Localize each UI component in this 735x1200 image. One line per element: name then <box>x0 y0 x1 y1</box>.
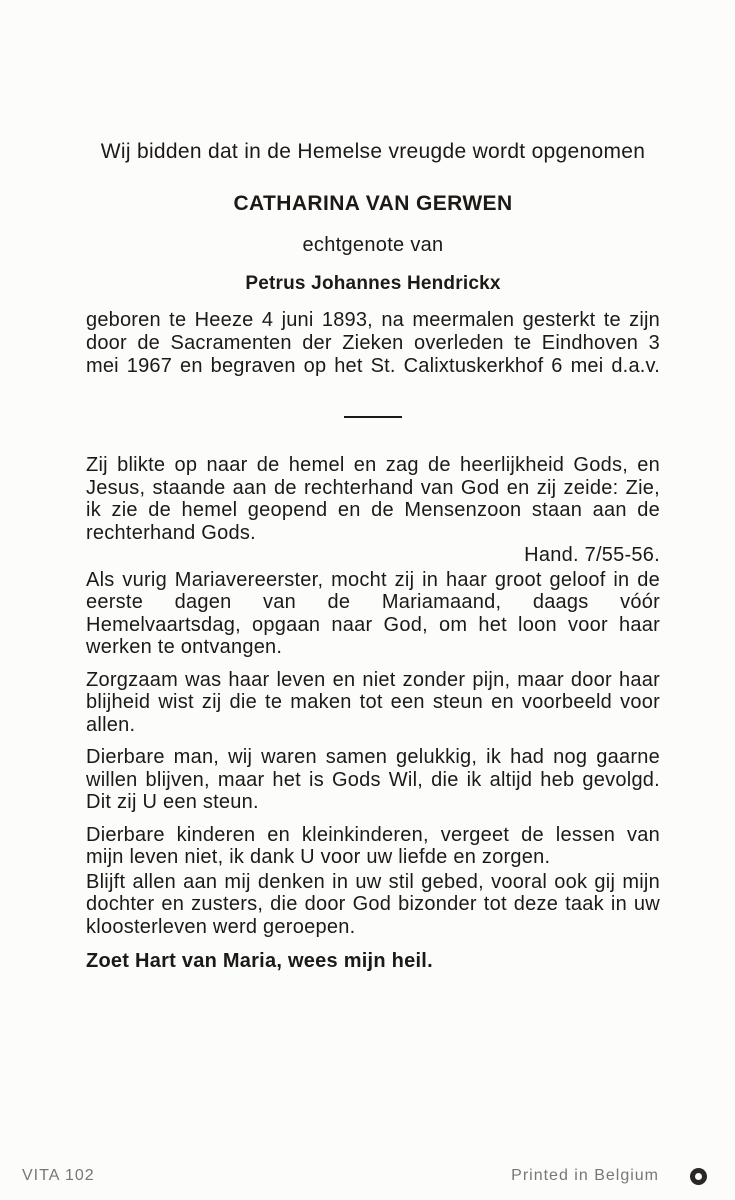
paragraph-mariavereerster: Als vurig Mariavereerster, mocht zij in haar groot geloof in de eerste dagen van de Mariamaand, daags vóór Hemelvaartsdag, opgaan naar God, om het loon voor haar werken te ontvangen. <box>86 568 660 658</box>
prayer-card <box>86 140 660 973</box>
paragraph-gebed: Blijft allen aan mij denken in uw stil gebed, vooral ook gij mijn dochter en zusters, die door God bizonder tot deze taak in uw kloosterleven werd geroepen. <box>86 870 660 938</box>
scripture-text: Zij blikte op naar de hemel en zag de heerlijkheid Gods, en Jesus, staande aan de rechterhand van God en zij zeide: Zie, ik zie de hemel geopend en de Mensenzoon staan aan de rechterhand Gods. <box>86 454 660 544</box>
scripture-quote <box>86 454 660 567</box>
biography-text: geboren te Heeze 4 juni 1893, na meermalen gesterkt te zijn door de Sacramenten der Zieken overleden te Eindhoven 3 mei 1967 en begraven op het St. Calixtuskerkhof 6 mei d.a.v. <box>86 309 660 377</box>
intro-text: Wij bidden dat in de Hemelse vreugde wordt opgenomen <box>100 140 646 163</box>
scripture-reference: Hand. 7/55-56. <box>524 544 660 566</box>
scripture-reference-line <box>86 544 660 567</box>
paragraph-dierbare-man: Dierbare man, wij waren samen gelukkig, ik had nog gaarne willen blijven, maar het is Gods Wil, die ik altijd heb gevolgd. Dit zij U een steun. <box>86 746 660 813</box>
section-divider <box>344 416 402 418</box>
publisher-code: VITA 102 <box>22 1167 95 1184</box>
spouse-name: Petrus Johannes Hendrickx <box>245 273 501 294</box>
printer-seal-icon <box>690 1168 707 1185</box>
deceased-name: CATHARINA VAN GERWEN <box>233 192 513 215</box>
spouse-label: echtgenote van <box>302 234 444 256</box>
printed-in-label: Printed in Belgium <box>511 1167 659 1184</box>
paragraph-zorgzaam: Zorgzaam was haar leven en niet zonder pijn, maar door haar blijheid wist zij die te maken tot een steun en voorbeeld voor allen. <box>86 668 660 736</box>
paragraph-kinderen: Dierbare kinderen en kleinkinderen, vergeet de lessen van mijn leven niet, ik dank U voor uw liefde en zorgen. <box>86 823 660 868</box>
closing-prayer: Zoet Hart van Maria, wees mijn heil. <box>86 950 433 972</box>
